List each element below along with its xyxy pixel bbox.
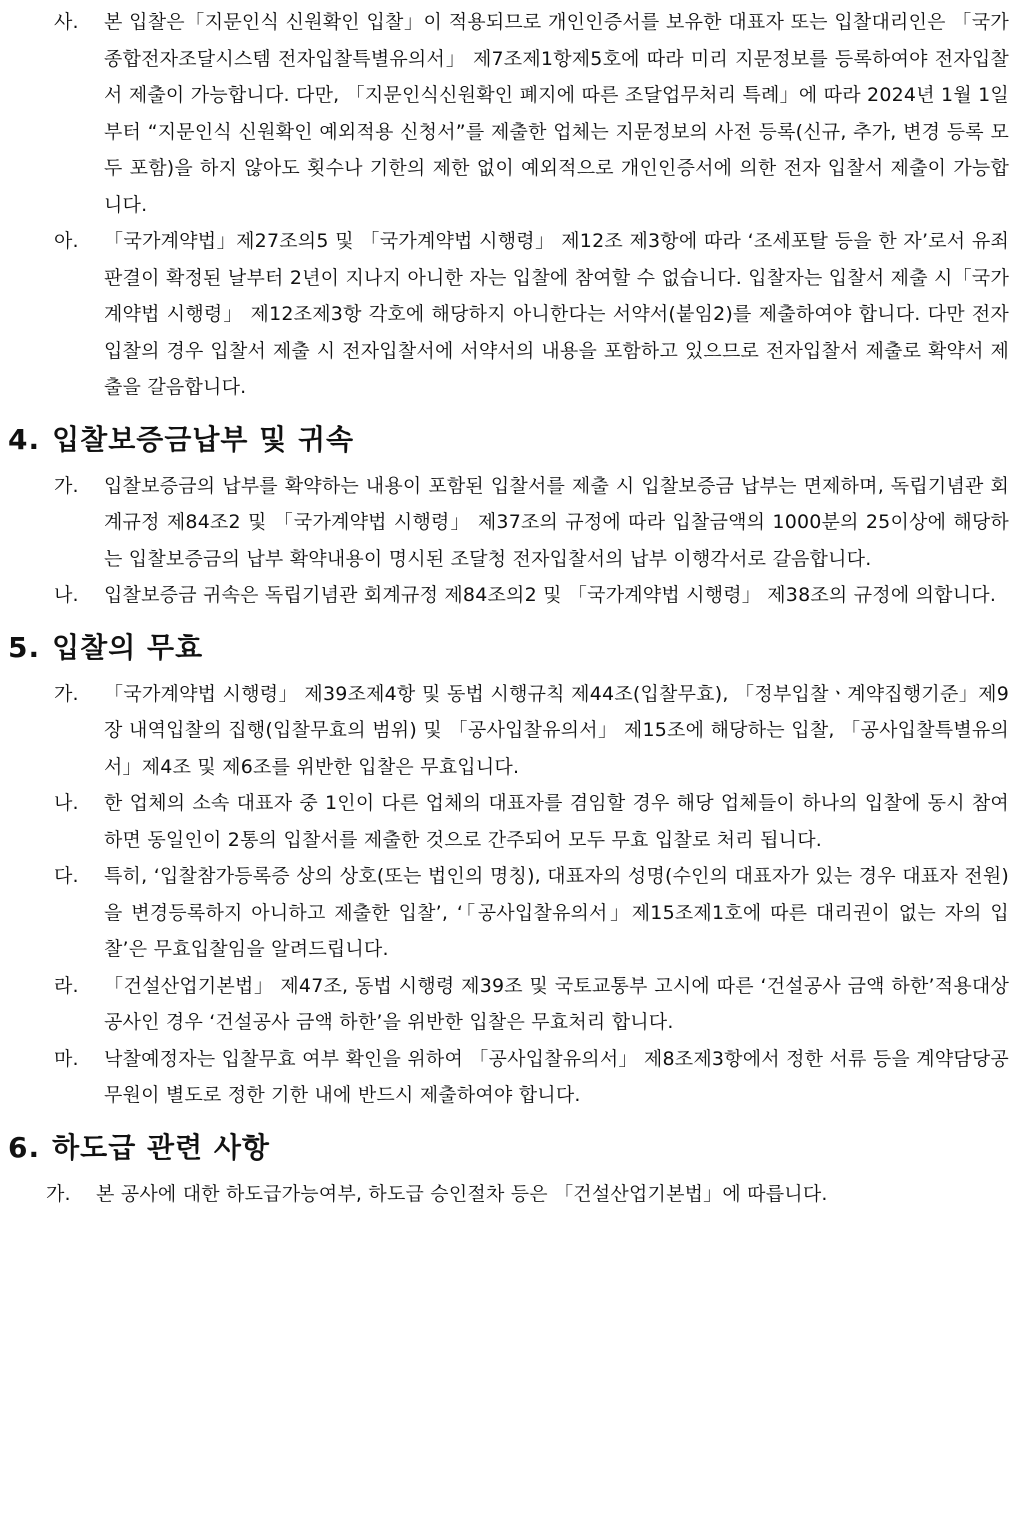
clause-4-na — [54, 577, 1009, 614]
clause-6-ga — [46, 1176, 1008, 1213]
section-heading-5 — [8, 628, 1023, 668]
section-number: 5. — [8, 630, 41, 664]
section-title: 하도급 관련 사항 — [52, 1130, 270, 1164]
clause-text: 본 공사에 대한 하도급가능여부, 하도급 승인절차 등은 「건설산업기본법」에 따릅니다. — [96, 1182, 828, 1205]
section-title: 입찰의 무효 — [52, 630, 204, 664]
section-number: 4. — [8, 422, 41, 456]
clause-text: 입찰보증금 귀속은 독립기념관 회계규정 제84조의2 및 「국가계약법 시행령」 제38조의 규정에 의합니다. — [104, 584, 997, 606]
clause-5-na — [54, 785, 1009, 858]
section-heading-6 — [8, 1128, 1023, 1168]
clause-marker: 나. — [54, 584, 79, 606]
clause-5-da — [54, 858, 1009, 968]
clause-marker: 라. — [54, 974, 79, 997]
clause-5-ra — [54, 968, 1009, 1041]
clause-text: 한 업체의 소속 대표자 중 1인이 다른 업체의 대표자를 겸임할 경우 해당 업체들이 하나의 입찰에 동시 참여하면 동일인이 2통의 입찰서를 제출한 것으로 간주되어 모두 무효 입찰로 처리 됩니다. — [104, 792, 1009, 851]
clause-a — [54, 223, 1009, 406]
clause-text: 「건설산업기본법」 제47조, 동법 시행령 제39조 및 국토교통부 고시에 따른 ‘건설공사 금액 하한’적용대상 공사인 경우 ‘건설공사 금액 하한’을 위반한 입찰은 무효처리 합니다. — [104, 974, 1009, 1033]
clause-marker: 나. — [54, 792, 79, 814]
clause-5-ma — [54, 1041, 1009, 1114]
clause-marker: 가. — [54, 682, 79, 705]
clause-text: 낙찰예정자는 입찰무효 여부 확인을 위하여 「공사입찰유의서」 제8조제3항에서 정한 서류 등을 계약담당공무원이 별도로 정한 기한 내에 반드시 제출하여야 합니다. — [104, 1047, 1009, 1106]
section-heading-4 — [8, 420, 1023, 460]
clause-5-ga — [54, 676, 1009, 786]
clause-sa — [54, 4, 1009, 223]
clause-text: 「국가계약법 시행령」 제39조제4항 및 동법 시행규칙 제44조(입찰무효), 「정부입찰ㆍ계약집행기준」제9장 내역입찰의 집행(입찰무효의 범위) 및 「공사입찰유의서」 제15조에 해당하는 입찰, 「공사입찰특별유의서」제4조 및 제6조를 위반한 입찰은 무효입니다. — [104, 682, 1009, 778]
section-number: 6. — [8, 1130, 41, 1164]
clause-text: 본 입찰은「지문인식 신원확인 입찰」이 적용되므로 개인인증서를 보유한 대표자 또는 입찰대리인은 「국가종합전자조달시스템 전자입찰특별유의서」 제7조제1항제5호에 따라 미리 지문정보를 등록하여야 전자입찰서 제출이 가능합니다. 다만, 「지문인식신원확인 폐지에 따른 조달업무처리 특례」에 따라 2024년 1월 1일부터 “지문인식 신원확인 예외적용 신청서”를 제출한 업체는 지문정보의 사전 등록(신규, 추가, 변경 등록 모두 포함)을 하지 않아도 횟수나 기한의 제한 없이 예외적으로 개인인증서에 의한 전자 입찰서 제출이 가능합니다. — [104, 11, 1009, 216]
clause-marker: 가. — [54, 474, 79, 497]
clause-marker: 마. — [54, 1047, 79, 1070]
clause-marker: 아. — [54, 230, 79, 252]
clause-4-ga — [54, 468, 1009, 578]
clause-text: 특히, ‘입찰참가등록증 상의 상호(또는 법인의 명칭), 대표자의 성명(수인의 대표자가 있는 경우 대표자 전원)을 변경등록하지 아니하고 제출한 입찰’, ‘「공사입찰유의서」제15조제1호에 따른 대리권이 없는 자의 입찰’은 무효입찰임을 알려드립니다. — [104, 865, 1009, 960]
clause-marker: 가. — [46, 1182, 71, 1205]
clause-marker: 다. — [54, 865, 79, 887]
clause-text: 입찰보증금의 납부를 확약하는 내용이 포함된 입찰서를 제출 시 입찰보증금 납부는 면제하며, 독립기념관 회계규정 제84조2 및 「국가계약법 시행령」 제37조의 규정에 따라 입찰금액의 1000분의 25이상에 해당하는 입찰보증금의 납부 확약내용이 명시된 조달청 전자입찰서의 납부 이행각서로 갈음합니다. — [104, 474, 1009, 570]
clause-marker: 사. — [54, 11, 79, 33]
section-title: 입찰보증금납부 및 귀속 — [52, 422, 355, 456]
clause-text: 「국가계약법」제27조의5 및 「국가계약법 시행령」 제12조 제3항에 따라 ‘조세포탈 등을 한 자’로서 유죄판결이 확정된 날부터 2년이 지나지 아니한 자는 입찰에 참여할 수 없습니다. 입찰자는 입찰서 제출 시「국가계약법 시행령」 제12조제3항 각호에 해당하지 아니한다는 서약서(붙임2)를 제출하여야 합니다. 다만 전자입찰의 경우 입찰서 제출 시 전자입찰서에 서약서의 내용을 포함하고 있으므로 전자입찰서 제출로 확약서 제출을 갈음합니다. — [104, 230, 1009, 398]
